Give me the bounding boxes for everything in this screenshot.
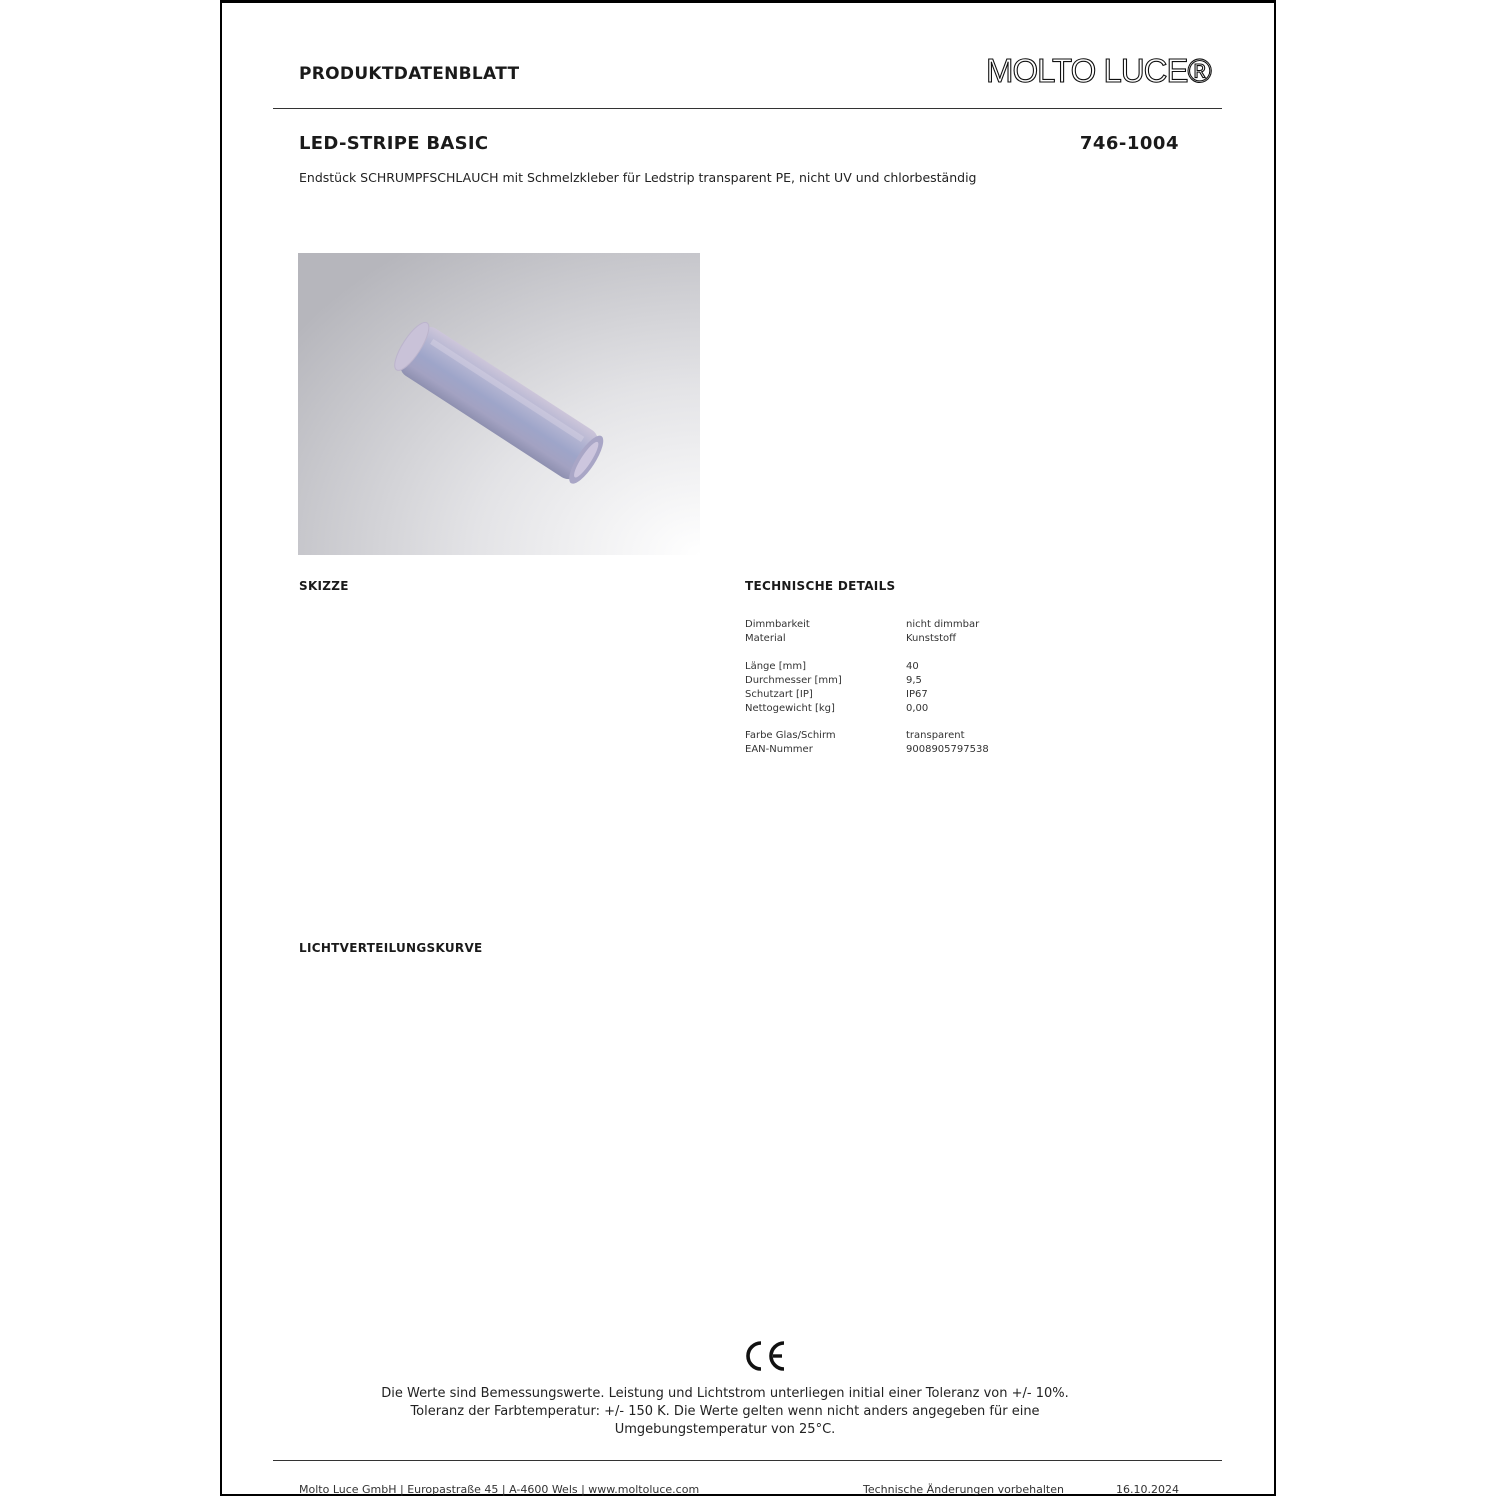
product-name: LED-STRIPE BASIC <box>299 133 489 154</box>
spec-value: Kunststoff <box>906 633 957 644</box>
disclaimer-text <box>350 1385 1100 1439</box>
spec-value: IP67 <box>906 688 928 700</box>
disclaimer-line: Toleranz der Farbtemperatur: +/- 150 K. Die Werte gelten wenn nicht anders angegeben für eine <box>410 1404 1040 1419</box>
spec-label: Material <box>745 633 786 644</box>
spec-row <box>745 729 1105 743</box>
spec-row <box>745 743 1105 757</box>
spec-value: nicht dimmbar <box>906 619 980 630</box>
spec-label: Farbe Glas/Schirm <box>745 730 836 741</box>
technical-details-table <box>745 618 1105 771</box>
spec-value: transparent <box>906 730 965 741</box>
spec-value: 9008905797538 <box>906 744 989 755</box>
spec-row <box>745 660 1105 674</box>
spec-row <box>745 618 1105 632</box>
spec-label: Länge [mm] <box>745 660 807 672</box>
section-sketch-heading: SKIZZE <box>299 579 349 593</box>
spec-value: 0,00 <box>906 702 929 714</box>
spec-value: 9,5 <box>906 674 922 686</box>
spec-group <box>745 618 1105 646</box>
spec-group <box>745 729 1105 757</box>
product-photo <box>298 253 700 555</box>
spec-row <box>745 688 1105 702</box>
article-number: 746-1004 <box>1079 133 1179 154</box>
section-technical-details-heading: TECHNISCHE DETAILS <box>745 579 896 593</box>
document-title: PRODUKTDATENBLATT <box>299 64 520 84</box>
footer-note: Technische Änderungen vorbehalten <box>863 1483 1064 1496</box>
brand-logo-text: MOLTO LUCE® <box>986 52 1211 89</box>
spec-label: Dimmbarkeit <box>745 619 810 630</box>
spec-label: Nettogewicht [kg] <box>745 702 835 714</box>
footer-divider <box>273 1460 1222 1461</box>
disclaimer-line: Umgebungstemperatur von 25°C. <box>614 1422 836 1437</box>
spec-row <box>745 674 1105 688</box>
spec-row <box>745 632 1105 646</box>
spec-value: 40 <box>906 660 919 672</box>
brand-logo <box>986 50 1211 90</box>
spec-row <box>745 702 1105 716</box>
spec-label: EAN-Nummer <box>745 744 813 755</box>
footer-date: 16.10.2024 <box>1116 1483 1179 1496</box>
footer-company: Molto Luce GmbH | Europastraße 45 | A-4600 Wels | www.moltoluce.com <box>299 1483 700 1496</box>
product-description: Endstück SCHRUMPFSCHLAUCH mit Schmelzkleber für Ledstrip transparent PE, nicht UV und chlorbeständig <box>299 170 977 185</box>
spec-label: Durchmesser [mm] <box>745 674 842 686</box>
section-light-distribution-heading: LICHTVERTEILUNGSKURVE <box>299 941 483 955</box>
disclaimer-line: Die Werte sind Bemessungswerte. Leistung und Lichtstrom unterliegen initial einer Toleranz von +/- 10%. <box>381 1386 1069 1401</box>
header-divider <box>273 108 1222 109</box>
spec-group <box>745 660 1105 716</box>
spec-label: Schutzart [IP] <box>745 688 813 700</box>
ce-mark-icon <box>744 1340 786 1372</box>
